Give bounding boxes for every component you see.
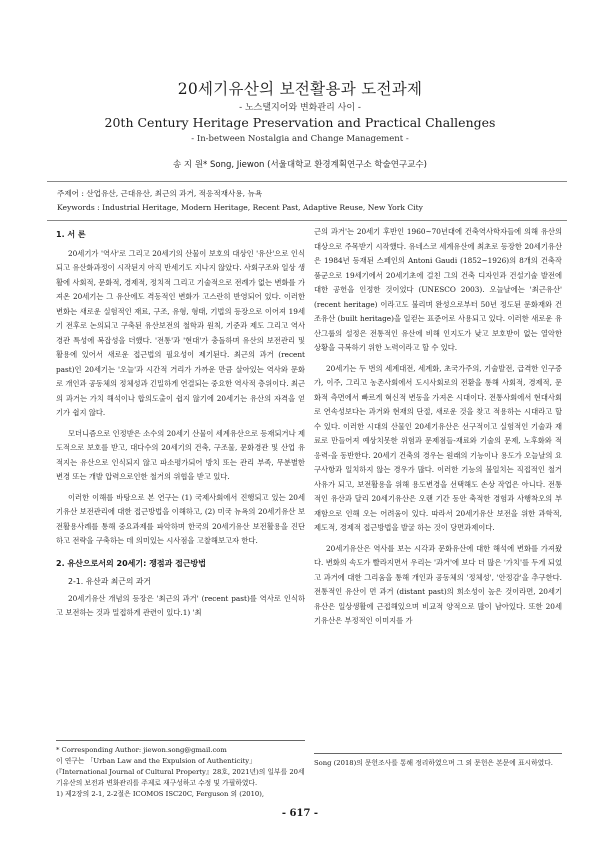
body-paragraph: 20세기유산은 역사를 보는 시각과 문화유산에 대한 해석에 변화를 가져왔다. 변화의 속도가 빨라지면서 우리는 '과거'에 보다 더 많은 '가치'를 두게 되었고 과거에 대한 그리움을 통해 개인과 공동체의 '정체성', '안정감'을 추구한다. 전통적인 유산이 먼 과거 (distant past)의 희소성이 높은 것이라면, 20세기유산은 일상생활에 근접해있으며 비교적 양적으로 많이 남아있다. 또한 20세기유산은 부정적인 이미지를 가 — [314, 543, 562, 625]
left-column — [56, 228, 305, 627]
body-paragraph: 20세기는 두 번의 세계대전, 세계화, 초국가주의, 기술발전, 급격한 인구증가, 이주, 그리고 농촌사회에서 도시사회로의 전환을 통해 사회적, 경제적, 문화적 측면에서 빠르게 혁신적 변동을 가져온 시대이다. 전통사회에서 현대사회로 연속성보다는 과거와 현재의 단절, 새로운 것을 찾고 적용하는 시대라고 할 수 있다. 이러한 시대의 산물인 20세기유산은 선구적이고 실험적인 기술과 재료로 만들어져 예상치못한 위험과 문제점들-재료와 기술의 문제, 노후화와 적응력-을 동반한다. 20세기 건축의 경우는 원래의 기능이나 용도가 오늘날의 요구사항과 일치하지 않는 경우가 많다. 이러한 기능의 불일치는 직접적인 철거사유가 되고, 보전활용을 위해 용도변경을 선택해도 손상 작업은 아니다. 전통적인 유산과 달리 20세기유산은 오랜 기간 동안 축적한 경험과 사행착오의 부재함으로 인해 오는 어려움이 있다. 따라서 20세기유산 보전을 위한 과학적, 제도적, 경제적 접근방법을 발굴 하는 것이 당면과제이다. — [314, 363, 562, 532]
footnotes-left — [56, 740, 305, 800]
body-paragraph: 20세기유산 개념의 등장은 '최근의 과거' (recent past)를 역사로 인식하고 보전하는 것과 밀접하게 관련이 있다.1) '최 — [56, 593, 305, 617]
keywords-korean: 주제어 : 산업유산, 근대유산, 최근의 과거, 적응적재사용, 뉴욕 — [57, 189, 263, 198]
footnote-1: 1) 제2장의 2-1, 2-2절은 ICOMOS ISC20C, Ferguson 외 (2010), — [56, 790, 265, 798]
body-paragraph: 모더니즘으로 인정받은 소수의 20세기 산물이 세계유산으로 등재되거나 제도적으로 보호를 받고, 대다수의 20세기의 건축, 구조물, 문화경관 및 산업 유적지는 유산으로 인식되지 않고 파소평가되어 방치 또는 관리 부족, 무분별한 변경 또는 개발 압력으로인한 철거의 위협을 받고 있다. — [56, 428, 305, 481]
footnote-source-note: 이 연구는 「Urban Law and the Expulsion of Authenticity」 (『International Journal of Cultural Property』28호, 2021년)의 일부를 20세기유산의 보전과 변화관리를 주제로 재구성하고 수정 및 가필하였다. — [56, 757, 305, 787]
body-paragraph: 20세기가 '역사'로 그리고 20세기의 산물이 보호의 대상인 '유산'으로 인식되고 유산화과정이 시작된지 아직 반세기도 지나지 않았다. 사회구조와 일상 생활에 사회적, 문화적, 경제적, 정치적 그리고 기술적으로 전례가 없는 변화를 가져온 20세기는 그 유산에도 격동적인 변화가 고스란히 반영되어 있다. 이러한 변화는 새로운 실험적인 재료, 구조, 유형, 형태, 기법의 등장으로 이어져 19세기 전후로 논의되고 구축된 유산보전의 철학과 원칙, 기준과 제도 그리고 역사경관 특성에 복잡성을 더했다. '전통'과 '현대'가 충돌하며 유산의 보전관리 및 활용에 있어서 새로운 접근법의 필요성이 제기된다. 최근의 과거 (recent past)인 20세기는 '오늘'과 시간적 거리가 가까운 만큼 살아있는 역사와 문화로 개인과 공동체의 정체성과 긴밀하게 연결되는 중요한 역사적 층위이다. 최근의 과거는 가치 해석이나 합의도출이 쉽지 않기에 20세기는 유산의 자격을 얻기가 쉽지 않다. — [56, 248, 305, 417]
subsection-2-1-heading: 2-1. 유산과 최근의 과거 — [68, 577, 151, 586]
footnote-1-continued: Song (2018)의 문헌조사를 통해 정리하였으며 그 외 문헌은 본문에 표시하였다. — [314, 759, 553, 767]
paper-title-english: 20th Century Heritage Preservation and Practical Challenges — [104, 115, 496, 130]
section-1-heading: 1. 서 론 — [56, 230, 86, 239]
paper-title-korean: 20세기유산의 보전활용과 도전과제 — [177, 80, 423, 98]
body-paragraph: 근의 과거'는 20세기 후반인 1960~70년대에 건축역사학자들에 의해 유산의 대상으로 주목받기 시작했다. 유네스코 세계유산에 최초로 등장한 20세기유산은 1984년 등재된 스페인의 Antoni Gaudi (1852~1926)의 8개의 건축작품군으로 19세기에서 20세기초에 걸친 그의 건축 디자인과 건설기술 발전에 대한 공헌을 인정한 것이었다 (UNESCO 2003). 오늘날에는 '최근유산' (recent heritage) 이라고도 불리며 완성으로부터 50년 정도된 문화재와 건조유산 (built heritage)을 일컫는 표준어로 사용되고 있다. 이러한 새로운 유산그룹의 설정은 전통적인 유산에 비해 인지도가 낮고 보호받이 없는 열악한 상황을 극복하기 위한 노력이라고 할 수 있다. — [314, 227, 562, 352]
paper-subtitle-english: - In-between Nostalgia and Change Management - — [191, 134, 409, 144]
keywords-english: Keywords : Industrial Heritage, Modern Heritage, Recent Past, Adaptive Reuse, New York City — [57, 203, 423, 212]
paper-subtitle-korean: - 노스탤지어와 변화관리 사이 - — [239, 103, 361, 113]
section-2-heading: 2. 유산으로서의 20세기: 쟁점과 접근방법 — [56, 558, 206, 568]
body-paragraph: 이러한 이해를 바탕으로 본 연구는 (1) 국제사회에서 진행되고 있는 20세기유산 보전관리에 대한 접근방법을 이해하고, (2) 미국 뉴욕의 20세기유산 보전활용사례를 통해 중요과제를 파악하며 한국의 20세기유산 보전활용을 진단하고 전략을 구축하는 데 의미있는 시사점을 고찰해보고자 한다. — [56, 492, 305, 545]
page-number: - 617 - — [281, 808, 319, 819]
right-column — [314, 225, 562, 635]
author-line: 송 지 원* Song, Jiewon (서울대학교 환경계획연구소 학술연구교수) — [173, 160, 427, 170]
keywords-box — [47, 181, 567, 221]
footnote-corresponding-author: * Corresponding Author: jiewon.song@gmail.com — [56, 746, 227, 754]
footnotes-right — [314, 753, 562, 769]
